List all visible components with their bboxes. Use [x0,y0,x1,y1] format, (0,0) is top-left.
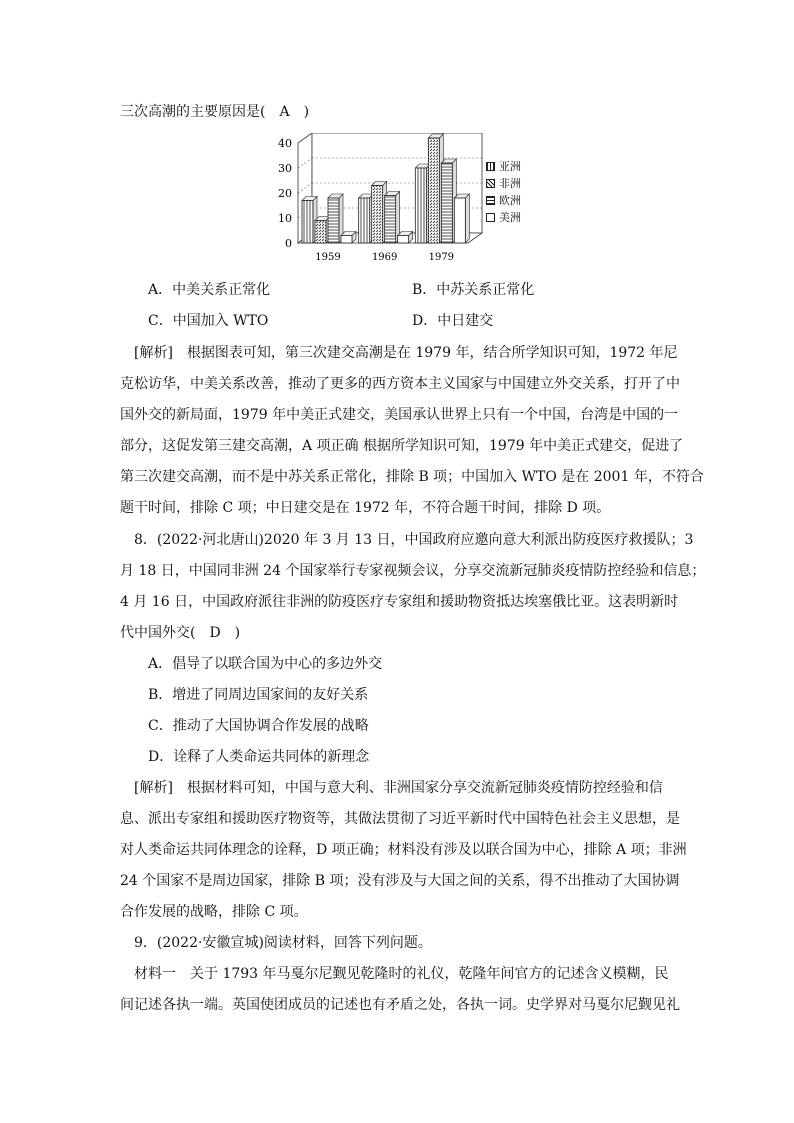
bar [302,201,313,244]
q7-analysis-line: 题干时间，排除 C 项；中日建交是在 1972 年，不符合题干时间，排除 D 项。 [120,500,611,516]
q7-option-a: A．中美关系正常化 [148,282,271,298]
q7-option-b: B．中苏关系正常化 [412,282,535,298]
bar [328,198,339,243]
y-tick-label: 0 [285,237,292,250]
bar [341,236,352,244]
legend-label-america: 美洲 [499,211,521,224]
q8-stem-line: 月 18 日，中国同非洲 24 个国家举行专家视频会议，分享交流新冠肺炎疫情防控经验和信息； [120,563,706,579]
bar [398,236,409,244]
bar-side [465,194,469,243]
q9-stem: 9．(2022·安徽宣城)阅读材料，回答下列问题。 [120,935,432,951]
x-tick-label: 1979 [428,252,455,263]
y-tick-label: 30 [278,162,292,175]
q8-stem-line: 代中国外交( D ) [120,625,241,641]
legend-swatch-america [486,213,495,222]
legend-swatch-africa [486,179,495,188]
q7-option-d: D．中日建交 [412,313,494,329]
bar [315,221,326,244]
q7-analysis-line: 国外交的新局面，1979 年中美正式建交，美国承认世界上只有一个中国，台湾是中国的一 [120,407,679,423]
bar [441,163,452,243]
legend-item-asia [486,158,521,175]
legend-swatch-asia [486,162,495,171]
q8-stem-line: 4 月 16 日，中国政府派往非洲的防疫医疗专家组和援助物资抵达埃塞俄比亚。这表明新时 [120,594,679,610]
x-tick-label: 1959 [315,252,341,263]
y-tick-label: 10 [278,212,292,225]
q8-analysis-line: 息、派出专家组和援助医疗物资等，其做法贯彻了习近平新时代中国特色社会主义思想，是 [120,811,680,827]
q7-analysis-line: 克松访华，中美关系改善，推动了更多的西方资本主义国家与中国建立外交关系，打开了中 [120,376,680,392]
q7-option-c: C．中国加入 WTO [148,313,269,329]
chart-legend [486,158,521,226]
q8-option-d: D．诠释了人类命运共同体的新理念 [148,749,370,765]
bar [385,196,396,244]
q8-stem-line: 8．(2022·河北唐山)2020 年 3 月 13 日，中国政府应邀向意大利派出防疫医疗救援队；3 [120,532,694,548]
q8-option-b: B．增进了同周边国家间的友好关系 [148,687,369,703]
q8-analysis-line: 24 个国家不是周边国家，排除 B 项；没有涉及与大国之间的关系，得不出推动了大国协调 [120,873,680,889]
legend-label-europe: 欧洲 [499,194,521,207]
q8-option-a: A．倡导了以联合国为中心的多边外交 [148,656,383,672]
y-tick-label: 40 [278,137,292,150]
x-tick-label: 1969 [371,252,398,263]
legend-label-africa: 非洲 [499,177,521,190]
q7-analysis-line: 第三次建交高潮，而不是中苏关系正常化，排除 B 项；中国加入 WTO 是在 2001 年，不符合 [120,469,704,485]
legend-item-africa [486,175,521,192]
q8-option-c: C．推动了大国协调合作发展的战略 [148,718,369,734]
y-tick-label: 20 [278,187,292,200]
legend-item-america [486,209,521,226]
bar [454,198,465,243]
legend-swatch-europe [486,196,495,205]
bar [428,138,439,243]
legend-label-asia: 亚洲 [499,160,521,173]
q7-analysis-line: [解析] 根据图表可知，第三次建交高潮是在 1979 年，结合所学知识可知，1972 年尼 [120,345,678,361]
q9-material-line: 材料一 关于 1793 年马戛尔尼觐见乾隆时的礼仪，乾隆年间官方的记述含义模糊，民 [120,966,669,982]
q9-material-line: 间记述各执一端。英国使团成员的记述也有矛盾之处，各执一词。史学界对马戛尔尼觐见礼 [120,997,680,1013]
q8-analysis-line: [解析] 根据材料可知，中国与意大利、非洲国家分享交流新冠肺炎疫情防控经验和信 [120,780,663,796]
q8-analysis-line: 合作发展的战略，排除 C 项。 [120,904,308,920]
legend-item-europe [486,192,521,209]
q8-analysis-line: 对人类命运共同体理念的诠释，D 项正确；材料没有涉及以联合国为中心，排除 A 项；非洲 [120,842,687,858]
bar [372,186,383,244]
bar [359,198,370,243]
q7-analysis-line: 部分，这促发第三建交高潮，A 项正确 根据所学知识可知，1979 年中美正式建交，促进了 [120,438,684,454]
q7-stem: 三次高潮的主要原因是( A ) [120,104,310,120]
bar [415,168,426,243]
